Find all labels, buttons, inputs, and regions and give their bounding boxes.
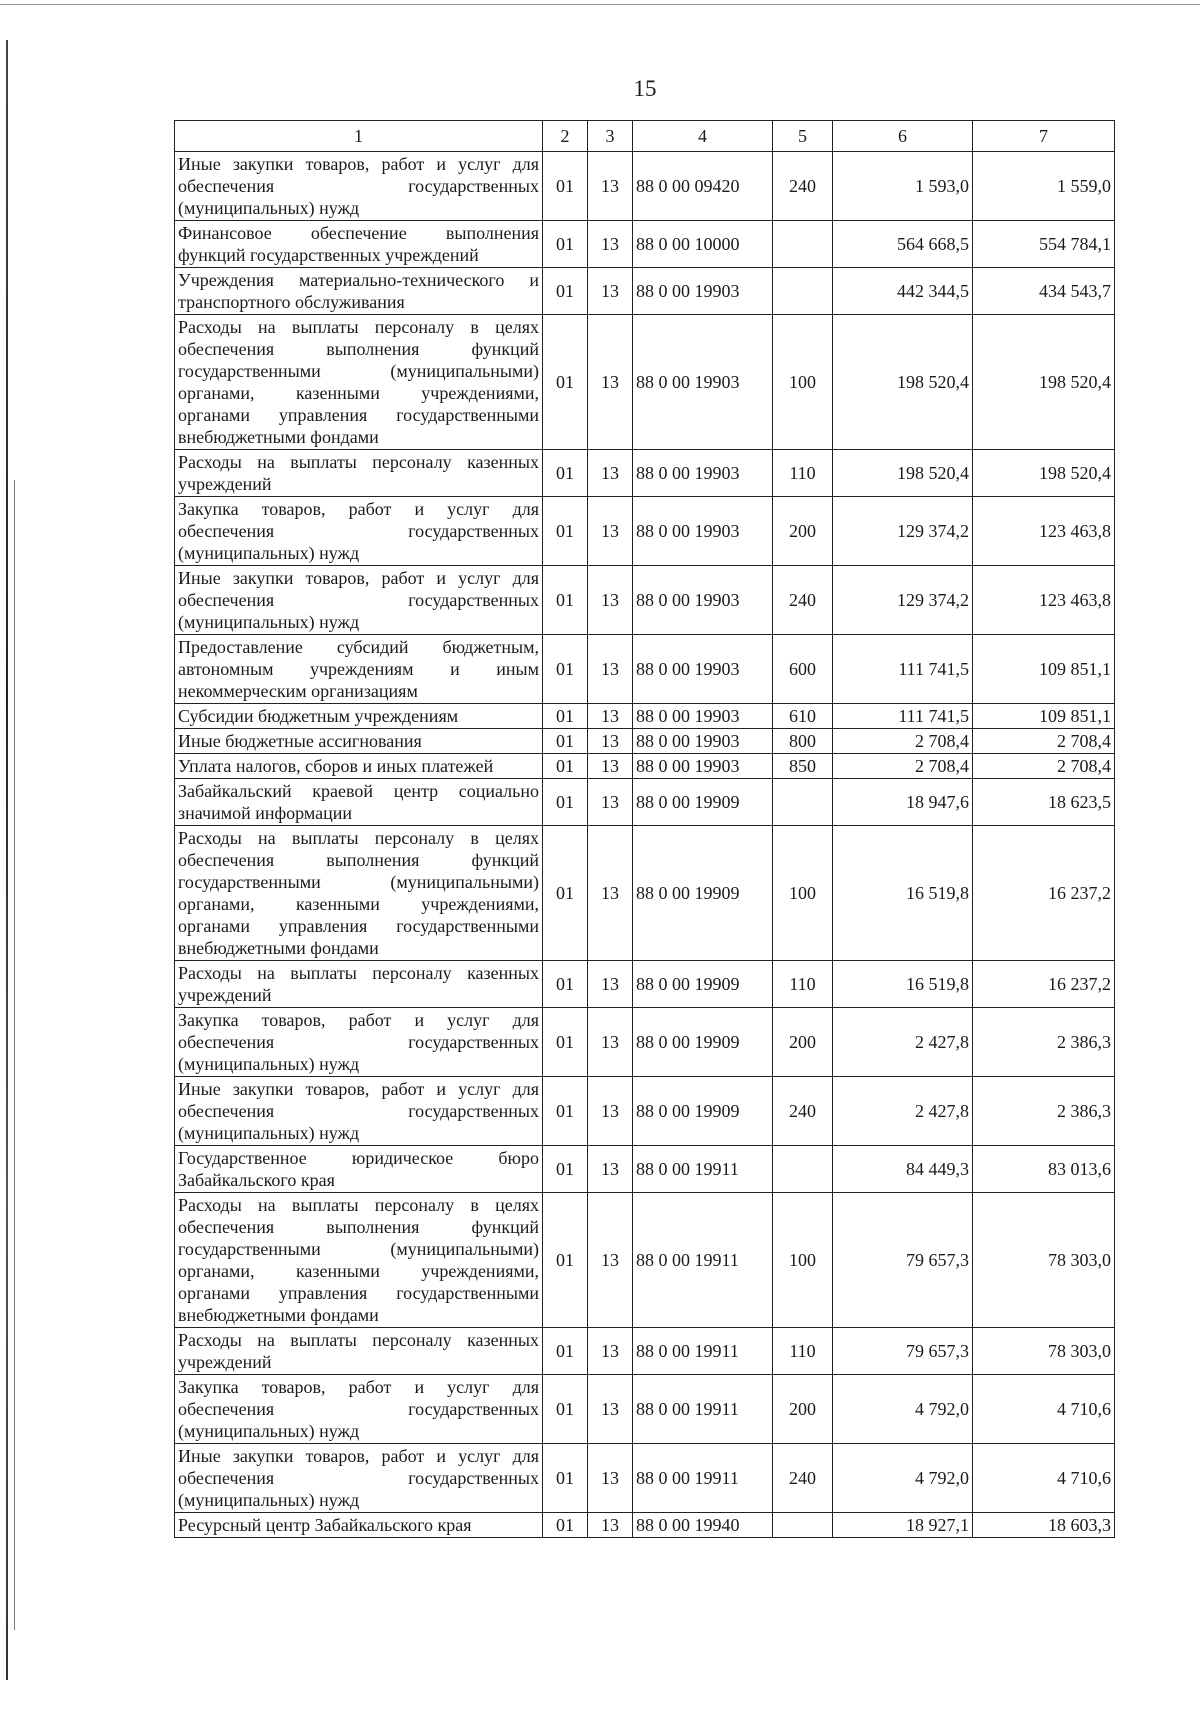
section-cell: 01: [543, 779, 588, 826]
row-name-cell: Закупка товаров, работ и услуг для обеспечения государственных (муниципальных) нужд: [175, 1375, 543, 1444]
column-header: 7: [973, 121, 1115, 152]
section-cell: 01: [543, 1444, 588, 1513]
section-cell: 01: [543, 1328, 588, 1375]
amount-year1-cell: 16 519,8: [833, 826, 973, 961]
row-name-cell: Предоставление субсидий бюджетным, автономным учреждениям и иным некоммерческим организациям: [175, 635, 543, 704]
target-article-cell: 88 0 00 19911: [633, 1193, 773, 1328]
amount-year1-cell: 111 741,5: [833, 704, 973, 729]
amount-year2-cell: 198 520,4: [973, 450, 1115, 497]
table-header-row: [175, 121, 1115, 152]
subsection-cell: 13: [588, 754, 633, 779]
section-cell: 01: [543, 1193, 588, 1328]
expense-type-cell: 600: [773, 635, 833, 704]
expense-type-cell: 850: [773, 754, 833, 779]
subsection-cell: 13: [588, 315, 633, 450]
expense-type-cell: [773, 1146, 833, 1193]
table-row: [175, 315, 1115, 450]
amount-year2-cell: 123 463,8: [973, 497, 1115, 566]
table-row: [175, 1008, 1115, 1077]
target-article-cell: 88 0 00 19909: [633, 779, 773, 826]
section-cell: 01: [543, 315, 588, 450]
table-row: [175, 221, 1115, 268]
row-name-cell: Ресурсный центр Забайкальского края: [175, 1513, 543, 1538]
row-name-cell: Иные закупки товаров, работ и услуг для обеспечения государственных (муниципальных) нужд: [175, 1444, 543, 1513]
scan-artifact-left-line: [14, 480, 15, 1630]
target-article-cell: 88 0 00 19911: [633, 1444, 773, 1513]
amount-year2-cell: 2 708,4: [973, 729, 1115, 754]
amount-year2-cell: 109 851,1: [973, 635, 1115, 704]
page-number: 15: [633, 76, 657, 101]
table-row: [175, 729, 1115, 754]
amount-year2-cell: 434 543,7: [973, 268, 1115, 315]
table-row: [175, 1146, 1115, 1193]
row-name-cell: Закупка товаров, работ и услуг для обеспечения государственных (муниципальных) нужд: [175, 1008, 543, 1077]
subsection-cell: 13: [588, 1444, 633, 1513]
table-row: [175, 1193, 1115, 1328]
target-article-cell: 88 0 00 09420: [633, 152, 773, 221]
target-article-cell: 88 0 00 19911: [633, 1328, 773, 1375]
subsection-cell: 13: [588, 1193, 633, 1328]
target-article-cell: 88 0 00 19909: [633, 961, 773, 1008]
subsection-cell: 13: [588, 1375, 633, 1444]
table-body: [175, 152, 1115, 1538]
section-cell: 01: [543, 221, 588, 268]
amount-year2-cell: 2 708,4: [973, 754, 1115, 779]
scan-artifact-top-line: [0, 4, 1200, 5]
subsection-cell: 13: [588, 1146, 633, 1193]
amount-year1-cell: 442 344,5: [833, 268, 973, 315]
subsection-cell: 13: [588, 268, 633, 315]
target-article-cell: 88 0 00 19903: [633, 566, 773, 635]
amount-year1-cell: 4 792,0: [833, 1444, 973, 1513]
budget-table: [174, 120, 1115, 1538]
table-row: [175, 1444, 1115, 1513]
table-row: [175, 152, 1115, 221]
expense-type-cell: 100: [773, 315, 833, 450]
subsection-cell: 13: [588, 826, 633, 961]
expense-type-cell: 100: [773, 826, 833, 961]
amount-year1-cell: 2 708,4: [833, 729, 973, 754]
table-row: [175, 635, 1115, 704]
table-row: [175, 566, 1115, 635]
amount-year2-cell: 18 623,5: [973, 779, 1115, 826]
amount-year2-cell: 78 303,0: [973, 1193, 1115, 1328]
target-article-cell: 88 0 00 19903: [633, 268, 773, 315]
subsection-cell: 13: [588, 779, 633, 826]
column-header: 5: [773, 121, 833, 152]
target-article-cell: 88 0 00 19903: [633, 315, 773, 450]
row-name-cell: Иные закупки товаров, работ и услуг для обеспечения государственных (муниципальных) нужд: [175, 566, 543, 635]
expense-type-cell: 240: [773, 566, 833, 635]
subsection-cell: 13: [588, 1077, 633, 1146]
subsection-cell: 13: [588, 1328, 633, 1375]
amount-year1-cell: 2 427,8: [833, 1077, 973, 1146]
subsection-cell: 13: [588, 152, 633, 221]
section-cell: 01: [543, 450, 588, 497]
subsection-cell: 13: [588, 729, 633, 754]
amount-year2-cell: 123 463,8: [973, 566, 1115, 635]
column-header: 6: [833, 121, 973, 152]
column-header: 4: [633, 121, 773, 152]
subsection-cell: 13: [588, 1008, 633, 1077]
amount-year1-cell: 198 520,4: [833, 450, 973, 497]
target-article-cell: 88 0 00 19903: [633, 729, 773, 754]
amount-year1-cell: 111 741,5: [833, 635, 973, 704]
section-cell: 01: [543, 268, 588, 315]
row-name-cell: Уплата налогов, сборов и иных платежей: [175, 754, 543, 779]
amount-year1-cell: 564 668,5: [833, 221, 973, 268]
expense-type-cell: 240: [773, 1444, 833, 1513]
amount-year1-cell: 79 657,3: [833, 1193, 973, 1328]
table-row: [175, 754, 1115, 779]
amount-year2-cell: 18 603,3: [973, 1513, 1115, 1538]
row-name-cell: Учреждения материально-технического и транспортного обслуживания: [175, 268, 543, 315]
row-name-cell: Расходы на выплаты персоналу казенных учреждений: [175, 1328, 543, 1375]
table-row: [175, 268, 1115, 315]
amount-year1-cell: 129 374,2: [833, 497, 973, 566]
section-cell: 01: [543, 704, 588, 729]
table-row: [175, 450, 1115, 497]
target-article-cell: 88 0 00 19911: [633, 1146, 773, 1193]
amount-year2-cell: 1 559,0: [973, 152, 1115, 221]
amount-year2-cell: 16 237,2: [973, 826, 1115, 961]
target-article-cell: 88 0 00 19903: [633, 635, 773, 704]
expense-type-cell: 110: [773, 1328, 833, 1375]
amount-year2-cell: 4 710,6: [973, 1444, 1115, 1513]
row-name-cell: Иные закупки товаров, работ и услуг для обеспечения государственных (муниципальных) нужд: [175, 152, 543, 221]
amount-year1-cell: 79 657,3: [833, 1328, 973, 1375]
subsection-cell: 13: [588, 635, 633, 704]
row-name-cell: Забайкальский краевой центр социально значимой информации: [175, 779, 543, 826]
row-name-cell: Расходы на выплаты персоналу казенных учреждений: [175, 450, 543, 497]
target-article-cell: 88 0 00 10000: [633, 221, 773, 268]
target-article-cell: 88 0 00 19903: [633, 754, 773, 779]
subsection-cell: 13: [588, 1513, 633, 1538]
amount-year1-cell: 4 792,0: [833, 1375, 973, 1444]
row-name-cell: Субсидии бюджетным учреждениям: [175, 704, 543, 729]
amount-year1-cell: 2 427,8: [833, 1008, 973, 1077]
amount-year1-cell: 198 520,4: [833, 315, 973, 450]
expense-type-cell: 110: [773, 961, 833, 1008]
amount-year1-cell: 2 708,4: [833, 754, 973, 779]
amount-year1-cell: 16 519,8: [833, 961, 973, 1008]
target-article-cell: 88 0 00 19940: [633, 1513, 773, 1538]
column-header: 1: [175, 121, 543, 152]
table-row: [175, 826, 1115, 961]
amount-year1-cell: 18 927,1: [833, 1513, 973, 1538]
expense-type-cell: [773, 221, 833, 268]
section-cell: 01: [543, 961, 588, 1008]
row-name-cell: Финансовое обеспечение выполнения функций государственных учреждений: [175, 221, 543, 268]
target-article-cell: 88 0 00 19903: [633, 497, 773, 566]
amount-year2-cell: 4 710,6: [973, 1375, 1115, 1444]
row-name-cell: Расходы на выплаты персоналу казенных учреждений: [175, 961, 543, 1008]
amount-year2-cell: 109 851,1: [973, 704, 1115, 729]
row-name-cell: Расходы на выплаты персоналу в целях обеспечения выполнения функций государственными (муниципальными) органами, казенными учреждениями, органами управления государственными внебюджетными фондами: [175, 1193, 543, 1328]
amount-year2-cell: 198 520,4: [973, 315, 1115, 450]
subsection-cell: 13: [588, 704, 633, 729]
scan-artifact-left-edge: [6, 40, 8, 1680]
section-cell: 01: [543, 566, 588, 635]
amount-year1-cell: 1 593,0: [833, 152, 973, 221]
table-row: [175, 704, 1115, 729]
expense-type-cell: 240: [773, 152, 833, 221]
target-article-cell: 88 0 00 19903: [633, 450, 773, 497]
row-name-cell: Иные закупки товаров, работ и услуг для обеспечения государственных (муниципальных) нужд: [175, 1077, 543, 1146]
table-row: [175, 1513, 1115, 1538]
target-article-cell: 88 0 00 19903: [633, 704, 773, 729]
expense-type-cell: [773, 268, 833, 315]
subsection-cell: 13: [588, 961, 633, 1008]
row-name-cell: Иные бюджетные ассигнования: [175, 729, 543, 754]
amount-year2-cell: 78 303,0: [973, 1328, 1115, 1375]
amount-year2-cell: 2 386,3: [973, 1077, 1115, 1146]
table-row: [175, 1375, 1115, 1444]
expense-type-cell: 800: [773, 729, 833, 754]
amount-year1-cell: 84 449,3: [833, 1146, 973, 1193]
expense-type-cell: 200: [773, 1008, 833, 1077]
table-row: [175, 961, 1115, 1008]
expense-type-cell: 200: [773, 497, 833, 566]
section-cell: 01: [543, 1375, 588, 1444]
subsection-cell: 13: [588, 497, 633, 566]
target-article-cell: 88 0 00 19909: [633, 826, 773, 961]
amount-year1-cell: 129 374,2: [833, 566, 973, 635]
expense-type-cell: 110: [773, 450, 833, 497]
expense-type-cell: 100: [773, 1193, 833, 1328]
expense-type-cell: [773, 1513, 833, 1538]
expense-type-cell: [773, 779, 833, 826]
section-cell: 01: [543, 1008, 588, 1077]
section-cell: 01: [543, 1146, 588, 1193]
target-article-cell: 88 0 00 19909: [633, 1008, 773, 1077]
table-row: [175, 497, 1115, 566]
subsection-cell: 13: [588, 221, 633, 268]
target-article-cell: 88 0 00 19909: [633, 1077, 773, 1146]
table-row: [175, 1077, 1115, 1146]
section-cell: 01: [543, 754, 588, 779]
subsection-cell: 13: [588, 566, 633, 635]
amount-year2-cell: 16 237,2: [973, 961, 1115, 1008]
expense-type-cell: 200: [773, 1375, 833, 1444]
expense-type-cell: 610: [773, 704, 833, 729]
section-cell: 01: [543, 1513, 588, 1538]
section-cell: 01: [543, 635, 588, 704]
section-cell: 01: [543, 729, 588, 754]
section-cell: 01: [543, 497, 588, 566]
amount-year2-cell: 83 013,6: [973, 1146, 1115, 1193]
column-header: 3: [588, 121, 633, 152]
section-cell: 01: [543, 152, 588, 221]
row-name-cell: Государственное юридическое бюро Забайкальского края: [175, 1146, 543, 1193]
table-row: [175, 779, 1115, 826]
row-name-cell: Закупка товаров, работ и услуг для обеспечения государственных (муниципальных) нужд: [175, 497, 543, 566]
row-name-cell: Расходы на выплаты персоналу в целях обеспечения выполнения функций государственными (муниципальными) органами, казенными учреждениями, органами управления государственными внебюджетными фондами: [175, 315, 543, 450]
table-row: [175, 1328, 1115, 1375]
row-name-cell: Расходы на выплаты персоналу в целях обеспечения выполнения функций государственными (муниципальными) органами, казенными учреждениями, органами управления государственными внебюджетными фондами: [175, 826, 543, 961]
amount-year2-cell: 2 386,3: [973, 1008, 1115, 1077]
expense-type-cell: 240: [773, 1077, 833, 1146]
subsection-cell: 13: [588, 450, 633, 497]
section-cell: 01: [543, 1077, 588, 1146]
target-article-cell: 88 0 00 19911: [633, 1375, 773, 1444]
column-header: 2: [543, 121, 588, 152]
section-cell: 01: [543, 826, 588, 961]
amount-year2-cell: 554 784,1: [973, 221, 1115, 268]
amount-year1-cell: 18 947,6: [833, 779, 973, 826]
